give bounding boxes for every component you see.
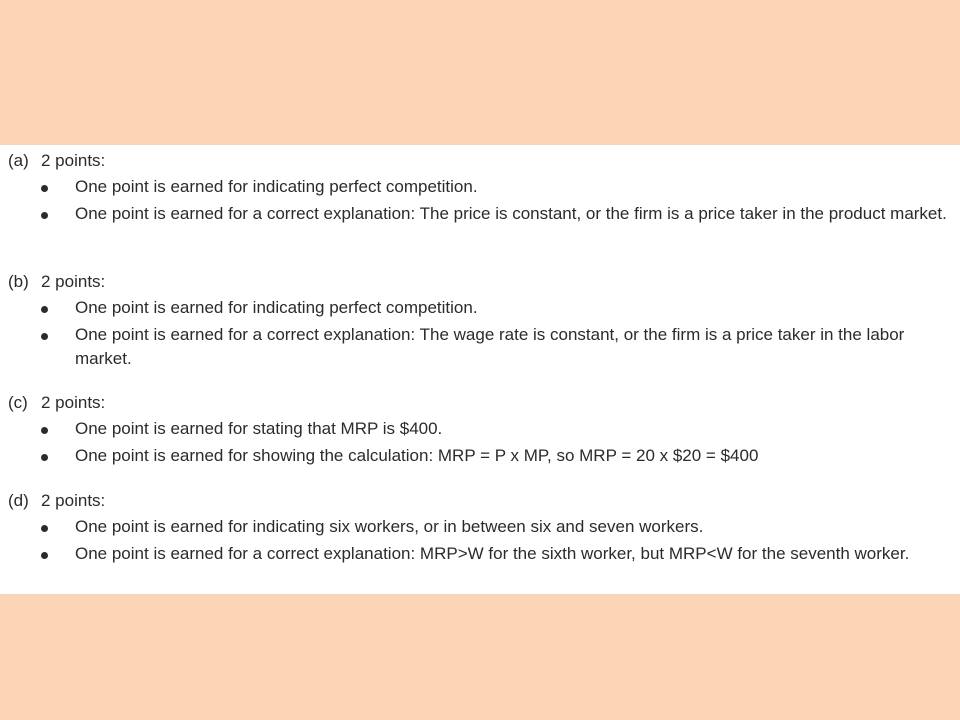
bullet-icon xyxy=(41,427,48,434)
section-points: 2 points: xyxy=(41,151,106,170)
section-points: 2 points: xyxy=(41,272,106,291)
bullet-text: One point is earned for showing the calculation: MRP = P x MP, so MRP = 20 x $20 = $400 xyxy=(75,446,759,465)
section-points: 2 points: xyxy=(41,393,106,412)
bullet-icon xyxy=(41,552,48,559)
section-label: (a) xyxy=(8,151,29,170)
bullet-icon xyxy=(41,306,48,313)
bullet-text: One point is earned for stating that MRP is $400. xyxy=(75,419,443,438)
section-heading xyxy=(8,391,105,415)
bullet-icon xyxy=(41,525,48,532)
bullet-icon xyxy=(41,333,48,340)
section-heading xyxy=(8,270,105,294)
section-heading xyxy=(8,489,105,513)
bullet-text: One point is earned for indicating perfect competition. xyxy=(75,298,478,317)
section-label: (b) xyxy=(8,272,29,291)
bullet-icon xyxy=(41,212,48,219)
bullet-text: One point is earned for indicating six workers, or in between six and seven workers. xyxy=(75,517,704,536)
bullet-icon xyxy=(41,454,48,461)
section-label: (d) xyxy=(8,491,29,510)
bullet-text: One point is earned for a correct explanation: MRP>W for the sixth worker, but MRP<W for the seventh worker. xyxy=(75,544,910,563)
bullet-text: One point is earned for indicating perfect competition. xyxy=(75,177,478,196)
section-heading xyxy=(8,149,105,173)
scoring-guidelines-panel xyxy=(0,145,960,594)
section-label: (c) xyxy=(8,393,28,412)
bullet-text: One point is earned for a correct explanation: The price is constant, or the firm is a price taker in the product market. xyxy=(75,204,947,223)
bullet-text: One point is earned for a correct explanation: The wage rate is constant, or the firm is a price taker in the labor market. xyxy=(75,325,905,368)
section-points: 2 points: xyxy=(41,491,106,510)
bullet-icon xyxy=(41,185,48,192)
